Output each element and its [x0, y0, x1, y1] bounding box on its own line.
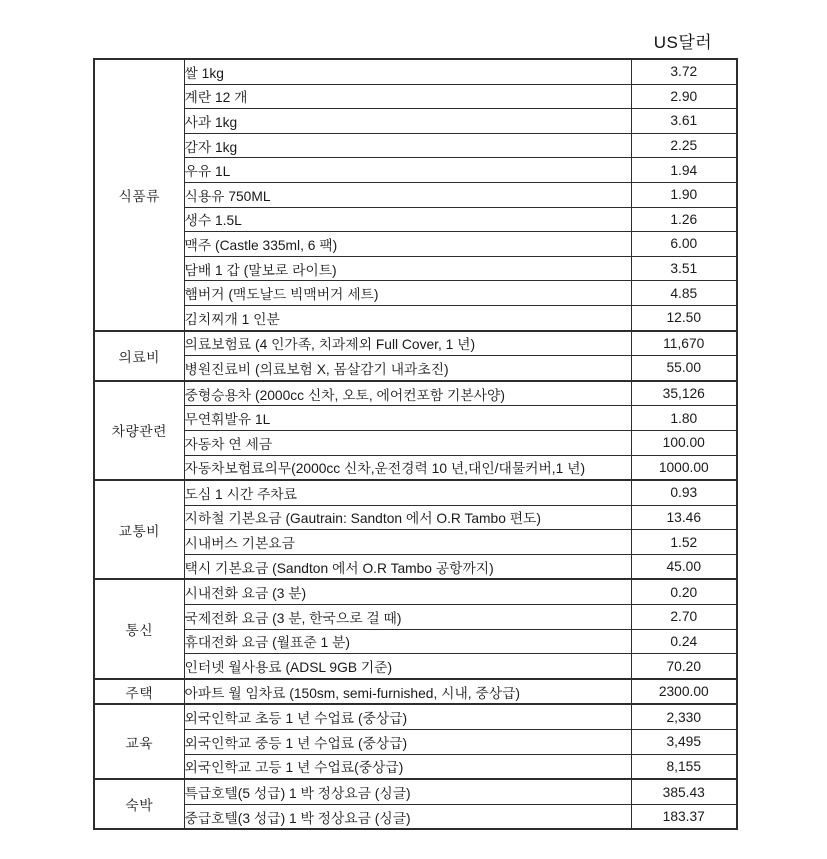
price-cell: 100.00	[631, 430, 737, 455]
price-cell: 1.52	[631, 530, 737, 555]
item-cell: 시내전화 요금 (3 분)	[184, 579, 631, 604]
table-row	[94, 59, 737, 84]
table-row	[94, 654, 737, 679]
item-cell: 외국인학교 초등 1 년 수업료 (중상급)	[184, 704, 631, 729]
item-cell: 지하철 기본요금 (Gautrain: Sandton 에서 O.R Tambo 편도)	[184, 505, 631, 530]
table-row	[94, 305, 737, 330]
table-row	[94, 579, 737, 604]
item-cell: 특급호텔(5 성급) 1 박 정상요금 (싱글)	[184, 779, 631, 804]
price-cell: 6.00	[631, 232, 737, 257]
table-row	[94, 505, 737, 530]
table-row	[94, 629, 737, 654]
category-cell: 교통비	[94, 480, 184, 579]
category-cell: 차량관련	[94, 381, 184, 480]
price-cell: 2.90	[631, 84, 737, 109]
price-cell: 3,495	[631, 730, 737, 755]
price-cell: 2300.00	[631, 679, 737, 705]
item-cell: 병원진료비 (의료보험 X, 몸살감기 내과초진)	[184, 356, 631, 381]
category-cell: 숙박	[94, 779, 184, 829]
item-cell: 중형승용차 (2000cc 신차, 오토, 에어컨포함 기본사양)	[184, 381, 631, 406]
price-cell: 2.70	[631, 605, 737, 630]
item-cell: 외국인학교 중등 1 년 수업료 (중상급)	[184, 730, 631, 755]
category-cell: 식품류	[94, 59, 184, 331]
price-cell: 3.51	[631, 256, 737, 281]
price-cell: 35,126	[631, 381, 737, 406]
price-cell: 385.43	[631, 779, 737, 804]
table-row	[94, 754, 737, 779]
price-cell: 1.90	[631, 182, 737, 207]
price-cell: 45.00	[631, 554, 737, 579]
category-cell: 교육	[94, 704, 184, 779]
price-cell: 183.37	[631, 804, 737, 829]
item-cell: 생수 1.5L	[184, 207, 631, 232]
item-cell: 우유 1L	[184, 158, 631, 183]
item-cell: 쌀 1kg	[184, 59, 631, 84]
price-cell: 1.26	[631, 207, 737, 232]
table-row	[94, 133, 737, 158]
price-cell: 4.85	[631, 281, 737, 306]
item-cell: 택시 기본요금 (Sandton 에서 O.R Tambo 공항까지)	[184, 554, 631, 579]
item-cell: 식용유 750ML	[184, 182, 631, 207]
table-row	[94, 281, 737, 306]
item-cell: 담배 1 갑 (말보로 라이트)	[184, 256, 631, 281]
item-cell: 시내버스 기본요금	[184, 530, 631, 555]
item-cell: 무연휘발유 1L	[184, 406, 631, 431]
item-cell: 의료보험료 (4 인가족, 치과제외 Full Cover, 1 년)	[184, 331, 631, 356]
item-cell: 인터넷 월사용료 (ADSL 9GB 기준)	[184, 654, 631, 679]
table-row	[94, 530, 737, 555]
table-row	[94, 158, 737, 183]
price-cell: 3.72	[631, 59, 737, 84]
item-cell: 도심 1 시간 주차료	[184, 480, 631, 505]
item-cell: 아파트 월 임차료 (150sm, semi-furnished, 시내, 중상급)	[184, 679, 631, 705]
table-row	[94, 605, 737, 630]
table-row	[94, 480, 737, 505]
item-cell: 자동차 연 세금	[184, 430, 631, 455]
table-row	[94, 232, 737, 257]
table-row	[94, 381, 737, 406]
table-row	[94, 455, 737, 480]
price-cell: 3.61	[631, 109, 737, 134]
item-cell: 김치찌개 1 인분	[184, 305, 631, 330]
table-row	[94, 406, 737, 431]
category-cell: 의료비	[94, 331, 184, 381]
item-cell: 감자 1kg	[184, 133, 631, 158]
table-row	[94, 356, 737, 381]
item-cell: 맥주 (Castle 335ml, 6 팩)	[184, 232, 631, 257]
price-cell: 70.20	[631, 654, 737, 679]
table-row	[94, 182, 737, 207]
price-cell: 0.93	[631, 480, 737, 505]
item-cell: 자동차보험료의무(2000cc 신차,운전경력 10 년,대인/대물커버,1 년)	[184, 455, 631, 480]
price-cell: 13.46	[631, 505, 737, 530]
price-cell: 11,670	[631, 331, 737, 356]
item-cell: 햄버거 (맥도날드 빅맥버거 세트)	[184, 281, 631, 306]
item-cell: 외국인학교 고등 1 년 수업료(중상급)	[184, 754, 631, 779]
table-row	[94, 256, 737, 281]
price-table	[93, 58, 738, 830]
table-row	[94, 679, 737, 705]
price-cell: 0.20	[631, 579, 737, 604]
table-row	[94, 554, 737, 579]
table-row	[94, 207, 737, 232]
table-row	[94, 109, 737, 134]
item-cell: 휴대전화 요금 (월표준 1 분)	[184, 629, 631, 654]
table-row	[94, 430, 737, 455]
price-cell: 1.80	[631, 406, 737, 431]
price-cell: 2,330	[631, 704, 737, 729]
table-row	[94, 804, 737, 829]
table-row	[94, 779, 737, 804]
item-cell: 국제전화 요금 (3 분, 한국으로 걸 때)	[184, 605, 631, 630]
table-row	[94, 730, 737, 755]
price-cell: 8,155	[631, 754, 737, 779]
table-row	[94, 704, 737, 729]
category-cell: 주택	[94, 679, 184, 705]
item-cell: 계란 12 개	[184, 84, 631, 109]
item-cell: 중급호텔(3 성급) 1 박 정상요금 (싱글)	[184, 804, 631, 829]
price-cell: 12.50	[631, 305, 737, 330]
price-cell: 0.24	[631, 629, 737, 654]
price-cell: 1.94	[631, 158, 737, 183]
price-cell: 1000.00	[631, 455, 737, 480]
item-cell: 사과 1kg	[184, 109, 631, 134]
table-row	[94, 84, 737, 109]
currency-column-header: US달러	[653, 33, 713, 52]
table-row	[94, 331, 737, 356]
category-cell: 통신	[94, 579, 184, 678]
price-cell: 55.00	[631, 356, 737, 381]
price-cell: 2.25	[631, 133, 737, 158]
